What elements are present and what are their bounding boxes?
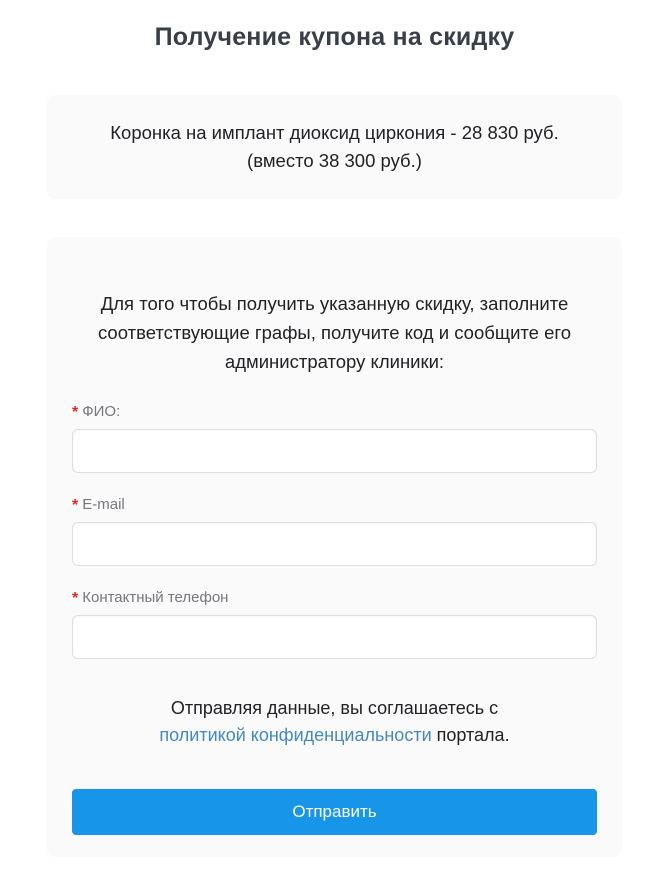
form-intro-text: Для того чтобы получить указанную скидку, заполните соответствующие графы, получите код и сообщите его администратору клиники:	[97, 293, 572, 372]
offer-line-2: (вместо 38 300 руб.)	[247, 150, 422, 171]
offer-box	[47, 95, 622, 199]
phone-label	[72, 588, 597, 607]
offer-line-1: Коронка на имплант диоксид циркония - 28 830 руб.	[110, 122, 559, 143]
required-asterisk: *	[72, 590, 79, 607]
consent-after-link: портала.	[431, 725, 510, 745]
field-group-email	[72, 495, 597, 566]
required-asterisk: *	[72, 404, 79, 421]
consent-before-link: Отправляя данные, вы соглашаетесь с	[170, 698, 499, 718]
phone-input[interactable]	[72, 615, 597, 659]
submit-button[interactable]: Отправить	[72, 789, 597, 835]
consent-text	[135, 695, 535, 749]
page-title: Получение купона на скидку	[154, 23, 515, 51]
phone-label-text: Контактный телефон	[82, 589, 229, 606]
field-group-fio	[72, 402, 597, 473]
fio-label	[72, 402, 597, 421]
field-group-phone	[72, 588, 597, 659]
required-asterisk: *	[72, 497, 79, 514]
email-input[interactable]	[72, 522, 597, 566]
fio-input[interactable]	[72, 429, 597, 473]
email-label-text: E-mail	[82, 496, 125, 513]
fio-label-text: ФИО:	[82, 403, 121, 420]
coupon-page	[0, 22, 669, 871]
privacy-policy-link[interactable]: политикой конфиденциальности	[159, 725, 432, 745]
coupon-form-card	[47, 237, 622, 857]
email-label	[72, 495, 597, 514]
